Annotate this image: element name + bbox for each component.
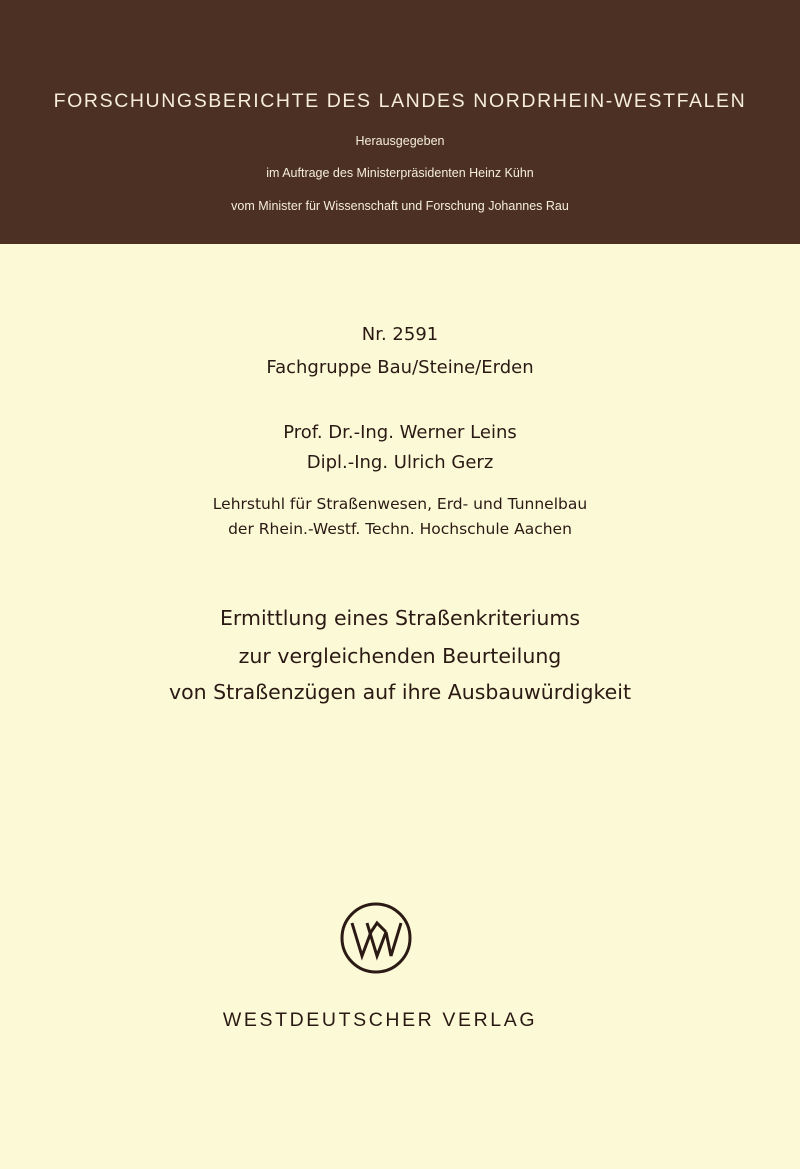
title-line-3: von Straßenzügen auf ihre Ausbauwürdigkeit [168,680,631,704]
institution-line-1: Lehrstuhl für Straßenwesen, Erd- und Tunnelbau [212,495,588,513]
author-2: Dipl.-Ing. Ulrich Gerz [306,452,494,473]
subject-group: Fachgruppe Bau/Steine/Erden [266,357,534,378]
editor-line-2: im Auftrage des Ministerpräsidenten Heinz Kühn [266,166,534,180]
editor-line-3: vom Minister für Wissenschaft und Forschung Johannes Rau [231,199,569,213]
report-number: Nr. 2591 [361,324,439,345]
title-line-1: Ermittlung eines Straßenkriteriums [219,606,581,630]
series-header-band [0,0,800,244]
institution-line-2: der Rhein.-Westf. Techn. Hochschule Aachen [228,520,572,538]
publisher-name: WESTDEUTSCHER VERLAG [222,1009,538,1031]
title-line-2: zur vergleichenden Beurteilung [238,644,562,668]
series-title: FORSCHUNGSBERICHTE DES LANDES NORDRHEIN-WESTFALEN [53,90,747,112]
editor-line-1: Herausgegeben [355,134,445,148]
westdeutscher-verlag-w-logo-icon [339,901,413,975]
author-1: Prof. Dr.-Ing. Werner Leins [283,422,517,443]
